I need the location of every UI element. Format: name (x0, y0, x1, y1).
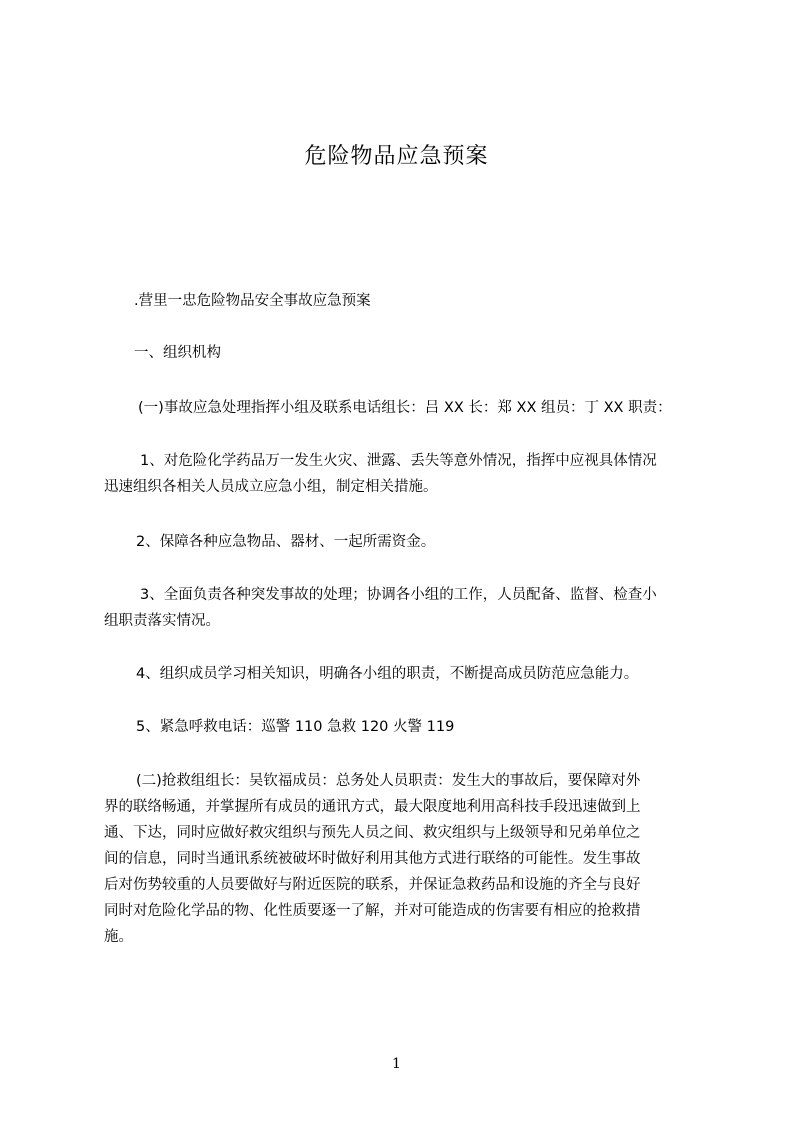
paragraph-line: 界的联络畅通，并掌握所有成员的通讯方式，最大限度地利用高科技手段迅速做到上 (104, 799, 641, 815)
list-item-3-line: 3、全面负责各种突发事故的处理；协调各小组的工作，人员配备、监督、检查小 (140, 587, 657, 603)
paragraph-line: 施。 (104, 929, 133, 945)
group-heading-command: (一)事故应急处理指挥小组及联系电话组长：吕 XX 长：郑 XX 组员：丁 XX 职责： (138, 400, 672, 416)
paragraph-line: 通、下达，同时应做好救灾组织与预先人员之间、救灾组织与上级领导和兄弟单位之 (104, 825, 641, 841)
list-item-5-emergency-phone: 5、紧急呼救电话：巡警 110 急救 120 火警 119 (136, 719, 455, 735)
list-item-3-line: 组职责落实情况。 (104, 613, 220, 629)
paragraph-line: 后对伤势较重的人员要做好与附近医院的联系，并保证急救药品和设施的齐全与良好 (104, 877, 641, 893)
document-subtitle: .营里一忠危险物品安全事故应急预案 (134, 293, 371, 309)
document-title: 危险物品应急预案 (304, 144, 489, 169)
paragraph-line: 间的信息，同时当通讯系统被破坏时做好利用其他方式进行联络的可能性。发生事故 (104, 851, 641, 867)
paragraph-line: (二)抢救组组长：吴钦福成员：总务处人员职责：发生大的事故后，要保障对外 (136, 773, 641, 789)
paragraph-line: 同时对危险化学品的物、化性质要逐一了解，并对可能造成的伤害要有相应的抢救措 (104, 903, 641, 919)
section-heading-organization: 一、组织机构 (134, 345, 221, 361)
list-item-1-line: 1、对危险化学药品万一发生火灾、泄露、丢失等意外情况，指挥中应视具体情况 (140, 453, 657, 469)
group-rescue-paragraph (104, 768, 712, 950)
list-item-1 (104, 448, 712, 500)
list-item-2: 2、保障各种应急物品、器材、一起所需资金。 (136, 534, 436, 550)
page-number: 1 (392, 1056, 401, 1072)
list-item-3 (104, 582, 712, 634)
list-item-1-line: 迅速组织各相关人员成立应急小组，制定相关措施。 (104, 479, 438, 495)
list-item-4: 4、组织成员学习相关知识，明确各小组的职责，不断提高成员防范应急能力。 (136, 666, 639, 682)
